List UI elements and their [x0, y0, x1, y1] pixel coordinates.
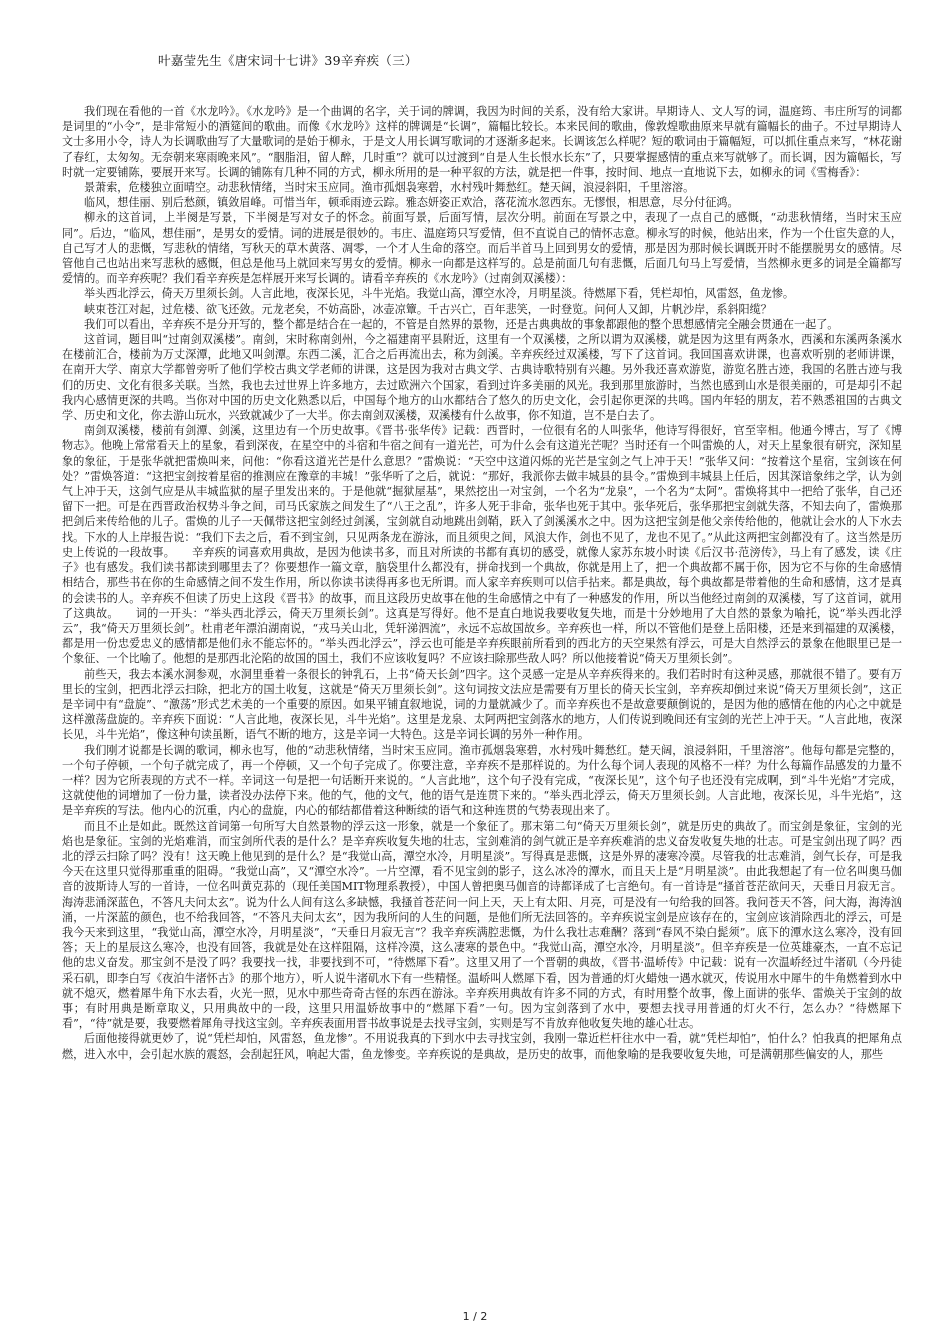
quoted-lyric: 临风，想佳丽、别后愁颜，镇敛眉峰。可惜当年，顿乖雨迹云踪。雅态妍姿正欢洽，落花流水忽西东。无憀恨，相思意，尽分付征鸿。	[84, 196, 739, 210]
paragraph: 这首词，题目叫“过南剑双溪楼”。南剑，宋时称南剑州，今之福建南平县附近，这里有一个双溪楼，之所以谓为双溪楼，就是因为这里有两条水，西溪和东溪两条溪水在楼前汇合，楼前为万丈深潭，此地又叫剑潭。东西二溪，汇合之后再流出去，称为剑溪。辛弃疾经过双溪楼，写下了这首词。我回国喜欢讲课，也喜欢听别的老师讲课，在南开大学、南京大学都曾旁听了他们学校古典文学老师的讲课，这是因为我对古典文学、古典诗歌特别有兴趣。另外我还喜欢游览，游览名胜古迹，我国的名胜古迹与我们的历史、文化有很多关联。当然，我也去过世界上许多地方，去过欧洲六个国家，看到过许多美丽的风光。我到那里旅游时，当然也感到山水是很美丽的，可是却引不起我内心感情更深的共鸣。当你对中国的历史文化熟悉以后，中国每个地方的山水都结合了悠久的历史文化，会引起你更深的共鸣。国内年轻的朋友，若不熟悉祖国的古典文学、历史和文化，你去游山玩水，兴致就减少了一大半。你去南剑双溪楼，双溪楼有什么故事，你不知道，岂不是白去了。	[62, 333, 902, 423]
paragraph: 后面他接得就更妙了，说“凭栏却怕，风雷怒，鱼龙惨”。不用说我真的下到水中去寻找宝剑，我刚一靠近栏杆往水中一看，就“凭栏却怕”，怕什么？怕我真的把犀角点燃，进入水中，会引起水族的震怒，会刮起狂风，响起大雷，鱼龙惨变。辛弃疾说的是典故，是历史的故事，而他象喻的是我要收复失地，可是满朝那些偏安的人，那些	[62, 1032, 902, 1061]
paragraph: 而且不止是如此。既然这首词第一句所写大自然景物的浮云这一形象，就是一个象征了。那末第二句“倚天万里须长剑”，就是历史的典故了。而宝剑是象征，宝剑的光焰也是象征。宝剑的光焰难消，而宝剑所代表的是什么？是辛弃疾收复失地的壮志，宝剑难消的剑气就正是辛弃疾难消的忠义奋发收复失地的壮志。可是宝剑出现了吗？西北的浮云扫除了吗？没有！这天晚上他见到的是什么？是“我觉山高，潭空水冷，月明星淡”。写得真是悲慨，这是外界的凄寒冷漠。尽管我的壮志难消，剑气长存，可是我今天在这里只觉得那重重的阻碍。“我觉山高”，又“潭空水冷”。一片空潭，看不见宝剑的影子，这么冰冷的潭水，而且天上是“月明星淡”。由此我想起了有一位名叫奥马伽音的波斯诗人写的一首诗，一位名叫黄克荪的（现任美国MIT物理系教授），中国人曾把奥马伽音的诗都译成了七言绝句。有一首诗是“搔首苍茫欲问天，天垂日月寂无言。海涛悲涌深蓝色，不答凡夫问太玄”。说为什么人间有这么多缺憾，我搔首苍茫问一问上天，天上有太阳、月亮，可是没有一句给我的回答。我问苍天不答，问大海，海涛汹涌，一片深蓝的颜色，也不给我回答，“不答凡夫问太玄”，因为我所问的人生的问题，是他们所无法回答的。辛弃疾说宝剑是应该存在的，宝剑应该消除西北的浮云，可是我今天来到这里，“我觉山高，潭空水冷，月明星淡”，“天垂日月寂无言”？我辛弃疾满腔悲慨，为什么我壮志难酬？落到“春风不染白髭须”。底下的潭水这么寒冷，没有回答；天上的星辰这么寒冷，也没有回答，我就是处在这样阻隔，这样冷漠，这么凄寒的景色中。“我觉山高，潭空水冷，月明星淡”。但辛弃疾是一位英雄豪杰，一直不忘记他的忠义奋发。那宝剑不是没了吗？我要找一找，非要找到不可，“待燃犀下看”。这里又用了一个晋朝的典故，《晋书·温峤传》中记载：说有一次温峤经过牛渚矶（今丹徒采石矶，即李白写《夜泊牛渚怀古》的那个地方），听人说牛渚矶水下有一些精怪。温峤叫人燃犀下看，因为普通的灯火蜡烛一遇水就灭，传说用水中犀牛的牛角燃着到水中就不熄灭，燃着犀牛角下水去看，火光一照，见水中那些奇奇古怪的东西在游泳。辛弃疾用典故有许多不同的方式，有时用整个故事，像上面讲的张华、雷焕关于宝剑的故事；有时用典是断章取义，只用典故中的一段，这里只用温娇故事中的“燃犀下看”一句。因为宝剑落到了水中，要想去找寻用普通的灯火不行，怎么办？“待燃犀下看”，“待”就是要，我要燃着犀角寻找这宝剑。辛弃疾表面用晋书故事说是去找寻宝剑，实则是写不肯放弃他收复失地的雄心壮志。	[62, 819, 902, 1031]
document-title: 叶嘉莹先生《唐宋词十七讲》39辛弃疾（三）	[158, 53, 418, 68]
paragraph: 我们现在看他的一首《水龙吟》。《水龙吟》是一个曲调的名字，关于词的牌调，我因为时间的关系，没有给大家讲。早期诗人、文人写的词，温庭筠、韦庄所写的词都是词里的“小令”，是非常短小的酒筵间的歌曲。而像《水龙吟》这样的牌调是“长调”，篇幅比较长。本来民间的歌曲，像敦煌歌曲原来早就有篇幅长的曲子。不过早期诗人文士多用小令，诗人为长调歌曲写了大量歌词的是始于柳永，于是文人用长调写歌词的才逐渐多起来。长调该怎么样呢？短的歌词由于篇幅短，可以抓住重点来写，“林花谢了春红，太匆匆。无奈朝来寒雨晚来风”。“胭脂泪，留人醉，几时重”？就可以过渡到“自是人生长恨水长东”了，只要掌握感情的重点来写就够了。而长调，因为篇幅长，写时就一定要铺陈，要展开来写。长调的铺陈有几种不同的方式，柳永所用的是一种平叙的方法，就是把一件事，按时间、地点一直地说下去，如柳永的词《雪梅香》：	[62, 105, 902, 179]
paragraph: 我们刚才说都是长调的歌词，柳永也写，他的“动悲秋情绪，当时宋玉应同。渔市孤烟袅寒碧，水村残叶舞愁红。楚天阔，浪浸斜阳，千里溶溶”。他每句都是完整的，一个句子停顿，一个句子就完成了，再一个停顿，又一个句子完成了。你要注意，辛弃疾不是那样说的。为什么每个词人表现的风格不一样？为什么每篇作品感发的力量不一样？因为它所表现的方式不一样。辛词这一句是把一句话断开来说的。“人言此地”，这个句子没有完成，“夜深长见”，这个句子也还没有完成啊，到“斗牛光焰”才完成，这就使他的词增加了一份力量，读者没办法停下来。他的气，他的文气，他的语气是连贯下来的。“举头西北浮云，倚天万里须长剑。人言此地，夜深长见，斗牛光焰”，这是辛弃疾的写法。他内心的沉重，内心的盘旋，内心的郁结都借着这种断续的语气和这种连贯的气势表现出来了。	[62, 743, 902, 818]
paragraph: 前些天，我去本溪水洞参观，水洞里垂着一条很长的钟乳石，上书“倚天长剑”四字。这个灵感一定是从辛弃疾得来的。我们若时时有这种灵感，那就很不错了。要有万里长的宝剑，把西北浮云扫除，把北方的国土收复，这就是“倚天万里须长剑”。这句词按文法应是需要有万里长的倚天长宝剑，辛弃疾却倒过来说“倚天万里须长剑”，这正是辛词中有“盘旋”、“激荡”形式艺术美的一个重要的原因。如果平铺直叙地说，词的力量就减少了。而辛弃疾也不是故意要颠倒说的，是因为他的感情在他的内心之中就是这样激荡盘旋的。辛弃疾下面说：“人言此地，夜深长见，斗牛光焰”。这里是龙泉、太阿两把宝剑落水的地方，人们传说到晚间还有宝剑的光芒上冲于天。“人言此地，夜深长见，斗牛光焰”，像这种句读虽断，语气不断的地方，这是辛词一大特色。这是辛词长调的另外一种作用。	[62, 667, 902, 742]
document-body	[62, 104, 902, 1062]
paragraph: 南剑双溪楼，楼前有剑潭、剑溪，这里边有一个历史故事。《晋书·张华传》记载：西晋时，一位很有名的人叫张华，他诗写得很好，官至宰相。他通今博古，写了《博物志》。他晚上常常看天上的星象，看到深夜，在星空中的斗宿和牛宿之间有一道光芒，可为什么会有这道光芒呢？当时还有一个叫雷焕的人，对天上星象很有研究，深知星象的象征，于是张华就把雷焕叫来，问他：“你看这道光芒是什么意思？”雷焕说：“天空中这道闪烁的光芒是宝剑之气上冲于天！”张华又问：“按着这个星宿，宝剑该在何处？”雷焕答道：“这把宝剑按着星宿的推测应在豫章的丰城！”张华听了之后，就说：“那好，我派你去做丰城县的县令。”雷焕到丰城县上任后，因其深谙象纬之学，认为剑气上冲于天，这剑气应是从丰城监狱的屋子里发出来的。于是他就“掘狱屋基”，果然挖出一对宝剑，一个名为“龙泉”，一个名为“太阿”。雷焕将其中一把给了张华，自己还留下一把。可是在西晋政治权势斗争之间，司马氏家族之间发生了“八王之乱”，许多人死于非命，张华也死于其中。张华死后，张华那把宝剑就失落，不知去向了，雷焕那把剑后来传给他的儿子。雷焕的儿子一天佩带这把宝剑经过剑溪，宝剑就自动地跳出剑鞘，跃入了剑溪溪水之中。因为这把宝剑是他父亲传给他的，他就让会水的人下水去找。下水的人上岸报告说：“我们下去之后，看不到宝剑，只见两条龙在游泳，而且须臾之间，风浪大作，剑也不见了，龙也不见了。”从此这两把宝剑都没有了。这当然是历史上传说的一段故事。 辛弃疾的词喜欢用典故，是因为他读书多，而且对所读的书都有真切的感受，就像人家苏东坡小时读《后汉书·范滂传》，马上有了感发，读《庄子》也有感发。我们读书都读到哪里去了？你要想作一篇文章，脑袋里什么都没有，拼命找到一个典故，你就是用上了，把一个典故都不属于你，因为它不与你的生命感情相结合，那些书在你的生命感情之间不发生作用，所以你读书读得再多也无所谓。而人家辛弃疾则可以信手拈来。都是典故，每个典故都是带着他的生命和感情，这才是真的会读书的人。辛弃疾不但读了历史上这段《晋书》的故事，而且这段历史故事在他的生命感情之中有了一种感发的作用，所以当他经过南剑的双溪楼，写了这首词，就用了这典故。 词的一开头：“举头西北浮云，倚天万里须长剑”。这真是写得好。他不是直白地说我要收复失地，而是十分妙地用了大自然的景象为喻托，说“举头西北浮云”，我“倚天万里须长剑”。杜甫老年漂泊湖南说，“戎马关山北，凭轩涕泗流”，永远不忘故国故乡。辛弃疾也一样，所以不管他们是登上岳阳楼，还是来到福建的双溪楼，都是用一份忠爱忠义的感情都是他们永不能忘怀的。“举头西北浮云”，浮云也可能是辛弃疾眼前所看到的西北方的天空果然有浮云，可是大自然浮云的景象在他眼里已是一个象征、一个比喻了。他想的是那西北沦陷的故国的国土，我们不应该收复吗？不应该扫除那些敌人吗？所以他接着说“倚天万里须长剑”。	[62, 424, 902, 666]
page-number: 1 / 2	[462, 1310, 488, 1323]
quoted-lyric: 举头西北浮云，倚天万里须长剑。人言此地，夜深长见，斗牛光焰。我觉山高，潭空水冷，月明星淡。待燃犀下看，凭栏却怕，风雷怒，鱼龙惨。	[84, 287, 795, 301]
paragraph: 我们可以看出，辛弃疾不是分开写的，整个都是结合在一起的，不管是自然界的景物，还是古典典故的事象都跟他的整个思想感情完全融会贯通在一起了。	[84, 317, 839, 331]
quoted-lyric: 峡束苍江对起，过危楼、欲飞还敛。元龙老矣，不妨高卧，冰壶凉簟。千古兴亡，百年悲笑，一时登览。问何人又卸，片帆沙岸，系斜阳缆？	[84, 302, 772, 316]
paragraph: 柳永的这首词，上半阕是写景，下半阕是写对女子的怀念。前面写景，后面写情，层次分明。前面在写景之中，表现了一点自己的感慨，“动悲秋情绪，当时宋玉应同”。后边，“临风，想佳丽”，是男女的爱情。词的进展是很妙的。韦庄、温庭筠只写爱情，但不直说自己的情怀志意。柳永写的时候，他站出来，作为一个仕宦失意的人，自己写才人的悲慨，写悲秋的情绪，写秋天的草木黄落、凋零，一个才人生命的落空。而后半首马上回到男女的爱情，那是因为那时候长调既开时不能摆脱男女的感情。尽管他自己也站出来写悲秋的感慨，但总是他马上就回来写男女的爱情。柳永一向都是这样写的。总是前面几句有悲慨，后面几句马上写爱情，当然柳永更多的词是全篇都写爱情的。而辛弃疾呢？我们看辛弃疾是怎样展开来写长调的。请看辛弃疾的《水龙吟》（过南剑双溪楼）：	[62, 211, 902, 286]
quoted-lyric: 景萧索，危楼独立面晴空。动悲秋情绪，当时宋玉应同。渔市孤烟袅寒碧，水村残叶舞愁红。楚天阔，浪浸斜阳，千里溶溶。	[84, 181, 695, 195]
